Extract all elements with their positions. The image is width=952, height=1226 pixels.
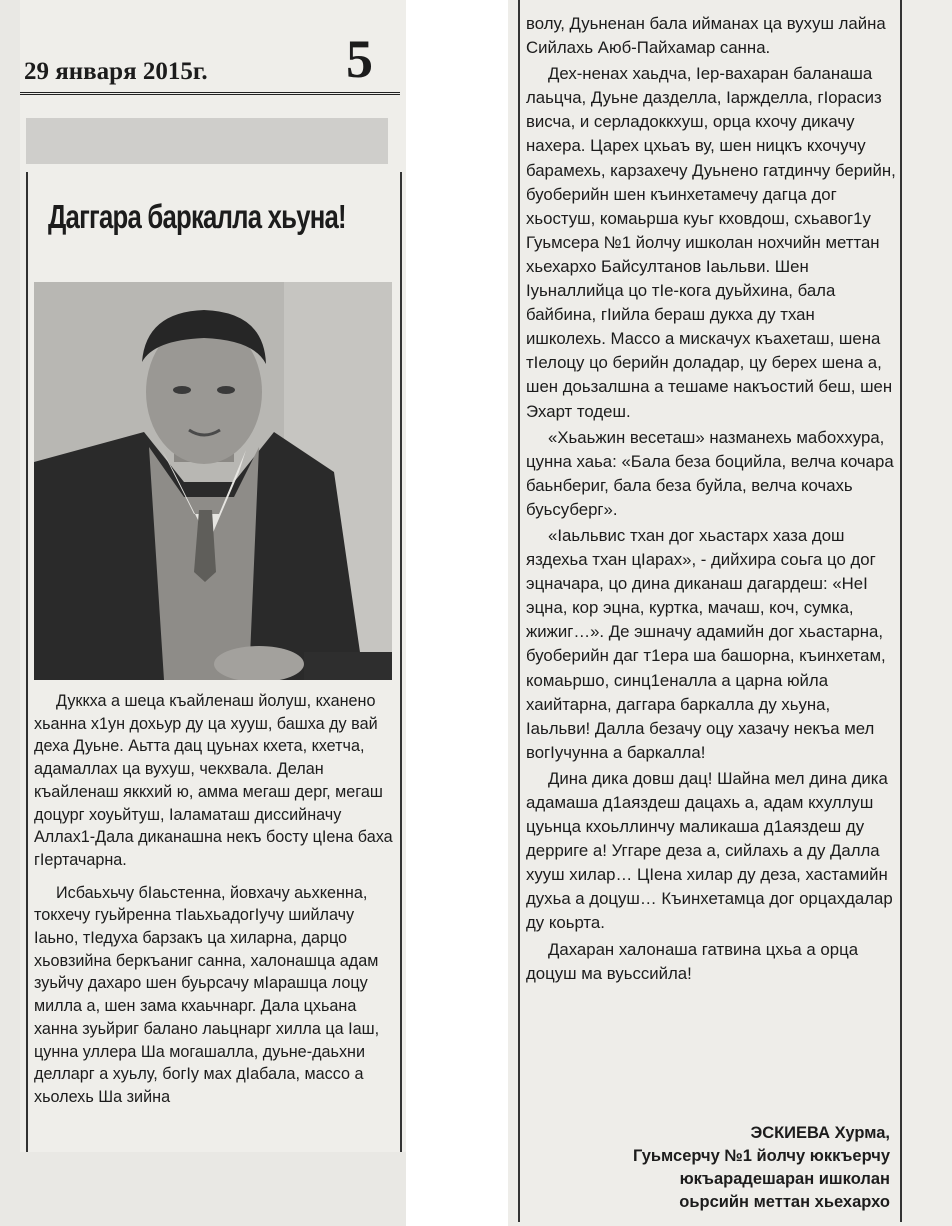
paragraph: Исбаьхьчу бІаьстенна, йовхачу аьхкенна, токхечу гуьйренна тІаьхьадогІучу шийлачу Іаьно, тІедуха барзакъ ца хиларна, дарцо хьовзийна беркъаниг санна, халонашца адам зуьйчу дахаро шен буьрсачу мІарашца лоцу милла а, шен зама кхаьчнарг. Дала цхьана ханна зуьйриг балано лаьцнарг хилла ца Іаш, цунна уллера Ша могашалла, дуьне-даьхни делларг а хуьлу, богІу мах дІабала, массо а хьолехь Ша зийна	[34, 883, 380, 1106]
author-title-line: оьрсийн меттан хьехархо	[679, 1193, 890, 1211]
right-newspaper-clipping	[508, 0, 952, 1226]
portrait-photo	[34, 282, 392, 680]
article-body-right-column	[526, 12, 896, 986]
paragraph: Дахаран халонаша гатвина цхьа а орца доцуш ма вуьссийла!	[526, 939, 859, 983]
paragraph: волу, Дуьненан бала ийманах ца вухуш лайна Сийлахь Аюб-Пайхамар санна.	[526, 14, 886, 58]
page-number: 5	[346, 29, 373, 89]
decorative-band	[26, 118, 388, 164]
paragraph: «Хьаьжин весеташ» назманехь мабоххура, цунна хаьа: «Бала беза боцийла, велча кочара баьнбериг, бала беза буйла, велча кочахь буьсуберг».	[526, 427, 894, 519]
author-title-line: юкъарадешаран ишколан	[679, 1170, 890, 1188]
paragraph: Дех-ненах хаьдча, Іер-вахаран баланаша лаьцча, Дуьне дазделла, Іаржделла, гІорасиз висча, и серладоккхуш, орца кхочу дикачу нахера. Царех цхьаъ ву, шен ницкъ кхочучу барамехь, карзахечу Дуьнено гатдинчу берийн, буоберийн шен къинхетамечу дагца дог хьостуш, комаьрша куьг кховдош, схьавог1у Гуьмсера №1 йолчу ишколан нохчийн меттан хьехархо Байсултанов Іаьльви. Шен Іуьналлийца цо тІе-кога дуьйхина, бала байбина, гІийла бераш дукха ду тхан ишколехь. Массо а мискачух къахеташ, шена тІелоцу цо берийн доладар, цу берех шена а, шен доьзалшна а тешаме накъостий беш, шен Эхарт тодеш.	[526, 64, 896, 421]
portrait-illustration	[34, 282, 392, 680]
article-body-left-column	[34, 690, 398, 1109]
paragraph: Дуккха а шеца къайленаш йолуш, кханено хьанна х1ун дохьур ду ца хууш, башха ду вай деха Дуьне. Аьтта дац цуьнах кхета, кхетча, адамаллах ца вухуш, чекхвала. Делан къайленаш яккхий ю, амма мегаш дерг, мегаш доцург хоуьйтуш, Іаламаташ диссийначу Аллах1-Дала диканашна некъ босту цIена баха гIертачарна.	[34, 692, 393, 869]
paragraph: «Іаьльвис тхан дог хьастарх хаза дош яздехьа тхан цІарах», - дийхира соьга цо дог эцначара, цо дина диканаш дагардеш: «НеІ эцна, кор эцна, куртка, мачаш, коч, сумка, жижиг…». Де эшначу адамийн дог хьастарна, буоберийн даг т1ера ша башорна, къинхетам, комаьршо, синц1еналла а царна юйла хаийтарна, даггара баркалла ду хьуна, Іаьльви! Далла безачу оцу хазачу некъа мел вогІучунна а баркалла!	[526, 525, 886, 762]
left-newspaper-clipping	[20, 0, 406, 1152]
article-headline: Даггара баркалла хьуна!	[48, 198, 346, 235]
column-rule	[900, 0, 902, 1222]
author-name: ЭСКИЕВА Хурма,	[750, 1124, 890, 1142]
gap-between-clippings	[406, 0, 508, 1226]
issue-date: 29 января 2015г.	[24, 58, 208, 85]
author-signature	[530, 1122, 890, 1214]
dateline-header	[20, 29, 400, 95]
author-title-line: Гуьмсерчу №1 йолчу юккъерчу	[632, 1147, 890, 1165]
paragraph: Дина дика довш дац! Шайна мел дина дика адамаша д1аяздеш дацахь а, адам кхуллуш цуьнца кхоьллинчу маликаша д1аяздеш ду дерриге а! Уггаре деза а, сийлахь а ду Далла хууш хилар… ЦIена хилар ду деза, хастамийн духьа а доцуш… Къинхетамца дог орцахдалар ду коьрта.	[526, 768, 893, 933]
column-rule	[518, 0, 520, 1222]
